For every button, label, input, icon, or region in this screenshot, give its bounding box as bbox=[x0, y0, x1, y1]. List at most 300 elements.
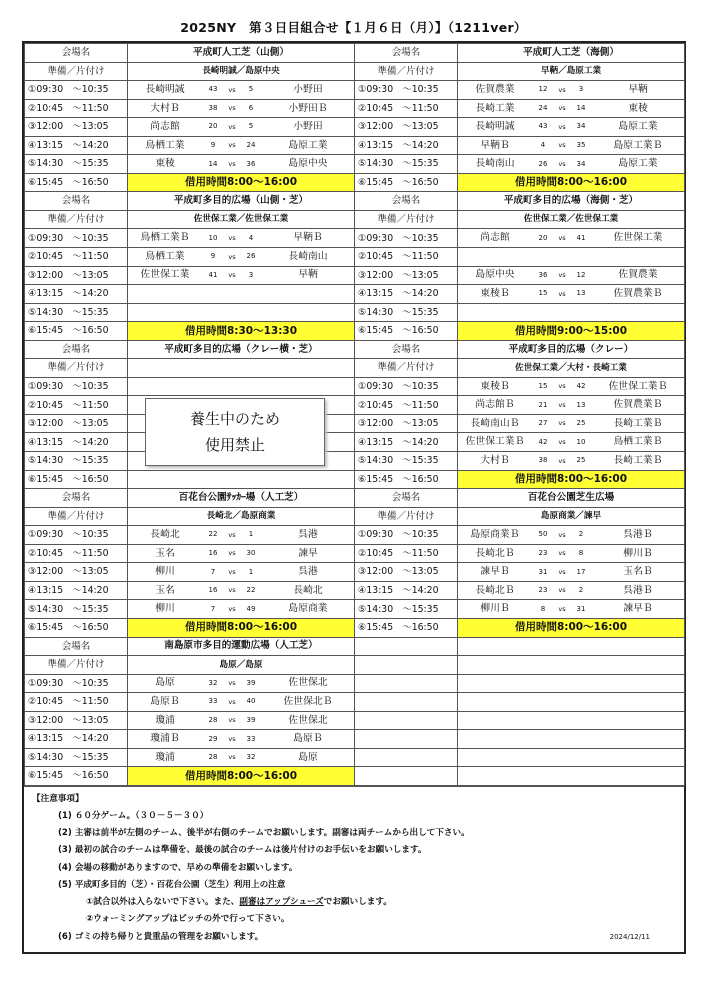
match bbox=[458, 396, 684, 414]
note-3: (3) 最初の試合のチームは準備を、最後の試合のチームは後片付けのお手伝いをお願いします。 bbox=[58, 845, 427, 856]
time-slot: ③12:00 ～13:05 bbox=[25, 414, 128, 433]
match-cell bbox=[458, 396, 685, 415]
note-5b: ②ウォーミングアップはピッチの外で行って下さい。 bbox=[86, 914, 290, 925]
note-6-text: (6) ゴミの持ち帰りと貴重品の管理をお願いします。 bbox=[58, 931, 264, 942]
time-slot: ②10:45 ～11:50 bbox=[355, 396, 458, 415]
match bbox=[128, 545, 354, 563]
time-slot: ②10:45 ～11:50 bbox=[25, 396, 128, 415]
venue-name: 百花台公園芝生広場 bbox=[458, 489, 685, 508]
vs-label: vs bbox=[228, 734, 236, 743]
time-slot: ⑤14:30 ～15:35 bbox=[25, 452, 128, 471]
away-score: 32 bbox=[246, 753, 256, 762]
match-cell bbox=[458, 81, 685, 100]
away-team: 呉港Ｂ bbox=[623, 584, 653, 596]
match-cell bbox=[458, 118, 685, 137]
match bbox=[458, 526, 684, 544]
away-score: 40 bbox=[246, 697, 256, 706]
away-score: 5 bbox=[248, 85, 254, 94]
match bbox=[458, 545, 684, 563]
away-score: 8 bbox=[578, 549, 584, 558]
home-team: 佐世保工業Ｂ bbox=[465, 436, 525, 448]
home-team: 鳥栖工業 bbox=[145, 139, 185, 151]
time-slot: ⑤14:30 ～15:35 bbox=[355, 303, 458, 322]
home-team: 尚志館Ｂ bbox=[475, 399, 515, 411]
match-cell bbox=[128, 730, 355, 749]
match bbox=[458, 433, 684, 451]
time-slot: ②10:45 ～11:50 bbox=[25, 99, 128, 118]
match bbox=[458, 118, 684, 136]
away-score: 49 bbox=[246, 604, 256, 613]
match bbox=[128, 675, 354, 693]
venue-label: 会場名 bbox=[25, 192, 128, 211]
vs-label: vs bbox=[228, 85, 236, 94]
match-cell bbox=[128, 526, 355, 545]
away-team: 玉名Ｂ bbox=[623, 566, 653, 578]
match-cell bbox=[458, 526, 685, 545]
away-score: 2 bbox=[578, 530, 584, 539]
home-score: 33 bbox=[208, 697, 218, 706]
time-slot: ④13:15 ～14:20 bbox=[355, 433, 458, 452]
match-cell bbox=[128, 99, 355, 118]
time-slot: ⑥15:45 ～16:50 bbox=[25, 322, 128, 341]
venue-label: 会場名 bbox=[355, 192, 458, 211]
match-cell bbox=[458, 155, 685, 174]
time-slot: ④13:15 ～14:20 bbox=[355, 581, 458, 600]
home-score: 23 bbox=[538, 586, 548, 595]
home-score: 15 bbox=[538, 382, 548, 391]
home-team: 長崎北 bbox=[150, 529, 180, 541]
home-score: 23 bbox=[538, 549, 548, 558]
booking-time: 借用時間8:00～16:00 bbox=[128, 767, 355, 786]
venue-label: 会場名 bbox=[25, 637, 128, 656]
home-team: 瓊浦Ｂ bbox=[150, 733, 180, 745]
away-score: 5 bbox=[248, 122, 254, 131]
note-5a-pre: ①試合以外は入らないで下さい。また、 bbox=[86, 897, 240, 908]
booking-time: 借用時間8:00～16:00 bbox=[458, 470, 685, 489]
home-team: 大村Ｂ bbox=[480, 454, 510, 466]
time-slot: ⑥15:45 ～16:50 bbox=[355, 618, 458, 637]
match bbox=[128, 582, 354, 600]
home-score: 16 bbox=[208, 549, 218, 558]
home-team: 尚志館 bbox=[150, 121, 180, 133]
home-score: 9 bbox=[210, 252, 216, 261]
away-team: 長崎工業Ｂ bbox=[613, 417, 663, 429]
away-team: 佐賀農業 bbox=[618, 269, 658, 281]
time-slot: ②10:45 ～11:50 bbox=[25, 248, 128, 267]
away-score: 13 bbox=[576, 289, 586, 298]
empty-cell bbox=[128, 285, 355, 304]
time-slot: ⑥15:45 ～16:50 bbox=[25, 470, 128, 489]
vs-label: vs bbox=[558, 233, 566, 242]
away-team: 早鞆 bbox=[628, 83, 648, 95]
prep-teams: 早鞆／島原工業 bbox=[458, 62, 685, 81]
prep-label: 準備／片付け bbox=[25, 656, 128, 675]
match bbox=[128, 693, 354, 711]
away-team: 呉港Ｂ bbox=[623, 529, 653, 541]
vs-label: vs bbox=[228, 233, 236, 242]
vs-label: vs bbox=[228, 567, 236, 576]
vs-label: vs bbox=[558, 122, 566, 131]
match-cell bbox=[128, 136, 355, 155]
away-team: 佐世保北 bbox=[288, 677, 328, 689]
away-team: 早鞆 bbox=[298, 269, 318, 281]
away-team: 佐賀農業Ｂ bbox=[613, 287, 663, 299]
closed-notice-line1: 養生中のため bbox=[189, 410, 280, 428]
time-slot: ①09:30 ～10:35 bbox=[355, 81, 458, 100]
away-score: 4 bbox=[248, 233, 254, 242]
home-team: 鳥栖工業 bbox=[145, 250, 185, 262]
vs-label: vs bbox=[228, 679, 236, 688]
empty-cell bbox=[355, 748, 458, 767]
vs-label: vs bbox=[558, 438, 566, 446]
match bbox=[458, 600, 684, 618]
time-slot: ③12:00 ～13:05 bbox=[25, 711, 128, 730]
away-score: 25 bbox=[576, 456, 586, 465]
prep-label: 準備／片付け bbox=[25, 62, 128, 81]
time-slot: ③12:00 ～13:05 bbox=[355, 563, 458, 582]
away-team: 島原工業Ｂ bbox=[613, 139, 663, 151]
match-cell bbox=[458, 544, 685, 563]
empty-cell bbox=[355, 674, 458, 693]
home-score: 20 bbox=[538, 233, 548, 242]
match bbox=[458, 285, 684, 303]
prep-teams: 長崎北／島原商業 bbox=[128, 507, 355, 526]
empty-cell bbox=[458, 748, 685, 767]
match-cell bbox=[458, 285, 685, 304]
match-cell bbox=[458, 377, 685, 396]
empty-cell bbox=[128, 377, 355, 396]
venue-label: 会場名 bbox=[25, 340, 128, 359]
away-score: 35 bbox=[576, 141, 586, 149]
vs-label: vs bbox=[558, 567, 566, 576]
venue-label: 会場名 bbox=[25, 489, 128, 508]
time-slot: ⑤14:30 ～15:35 bbox=[355, 155, 458, 174]
time-slot: ①09:30 ～10:35 bbox=[355, 229, 458, 248]
match-cell bbox=[458, 266, 685, 285]
note-6 bbox=[32, 929, 676, 946]
time-slot: ⑥15:45 ～16:50 bbox=[355, 470, 458, 489]
booking-time: 借用時間8:30～13:30 bbox=[128, 322, 355, 341]
empty-cell bbox=[458, 767, 685, 786]
match-cell bbox=[458, 136, 685, 155]
empty-cell bbox=[355, 693, 458, 712]
match-cell bbox=[128, 266, 355, 285]
match bbox=[458, 81, 684, 99]
vs-label: vs bbox=[558, 604, 566, 613]
match-cell bbox=[128, 693, 355, 712]
away-team: 島原工業 bbox=[618, 158, 658, 170]
vs-label: vs bbox=[558, 586, 566, 595]
match-cell bbox=[128, 248, 355, 267]
home-score: 22 bbox=[208, 530, 218, 539]
prep-label: 準備／片付け bbox=[355, 62, 458, 81]
match bbox=[128, 118, 354, 136]
home-score: 24 bbox=[538, 103, 548, 112]
empty-cell bbox=[355, 767, 458, 786]
vs-label: vs bbox=[228, 753, 236, 762]
closed-notice bbox=[145, 398, 325, 466]
time-slot: ②10:45 ～11:50 bbox=[355, 99, 458, 118]
match bbox=[458, 415, 684, 433]
match bbox=[128, 267, 354, 285]
home-team: 早鞆Ｂ bbox=[480, 139, 510, 151]
away-team: 長崎北 bbox=[293, 584, 323, 596]
home-team: 東稜Ｂ bbox=[480, 287, 510, 299]
home-score: 28 bbox=[208, 753, 218, 762]
note-5: (5) 平成町多目的（芝）・百花台公園（芝生）利用上の注意 bbox=[58, 879, 286, 890]
away-score: 39 bbox=[246, 678, 256, 687]
match bbox=[458, 452, 684, 470]
time-slot: ②10:45 ～11:50 bbox=[25, 693, 128, 712]
match bbox=[128, 712, 354, 730]
vs-label: vs bbox=[228, 141, 236, 150]
empty-cell bbox=[355, 730, 458, 749]
away-score: 25 bbox=[576, 419, 586, 428]
venue-name: 百花台公園ｻｯｶｰ場（人工芝） bbox=[128, 489, 355, 508]
home-team: 東稜 bbox=[155, 158, 175, 170]
home-score: 10 bbox=[208, 233, 218, 242]
match bbox=[128, 229, 354, 247]
time-slot: ⑤14:30 ～15:35 bbox=[355, 600, 458, 619]
prep-label: 準備／片付け bbox=[25, 507, 128, 526]
prep-teams bbox=[128, 359, 355, 378]
home-score: 21 bbox=[538, 400, 548, 409]
time-slot: ④13:15 ～14:20 bbox=[25, 730, 128, 749]
match bbox=[458, 267, 684, 285]
away-score: 39 bbox=[246, 715, 256, 724]
match-cell bbox=[128, 748, 355, 767]
empty-cell bbox=[128, 470, 355, 489]
away-score: 33 bbox=[246, 734, 256, 743]
match-cell bbox=[128, 563, 355, 582]
booking-time: 借用時間8:00～16:00 bbox=[458, 618, 685, 637]
time-slot: ①09:30 ～10:35 bbox=[25, 674, 128, 693]
time-slot: ①09:30 ～10:35 bbox=[25, 377, 128, 396]
home-team: 大村Ｂ bbox=[150, 102, 180, 114]
prep-teams: 佐世保工業／大村・長崎工業 bbox=[458, 359, 685, 378]
match-cell bbox=[128, 155, 355, 174]
empty-cell bbox=[355, 637, 458, 656]
vs-label: vs bbox=[228, 122, 236, 131]
match-cell bbox=[128, 229, 355, 248]
match bbox=[128, 600, 354, 618]
page-title: 2025NY 第３日目組合せ【１月６日（月）】（1211ver） bbox=[180, 20, 527, 35]
match-cell bbox=[458, 581, 685, 600]
time-slot: ②10:45 ～11:50 bbox=[355, 544, 458, 563]
match bbox=[128, 248, 354, 266]
match-cell bbox=[458, 600, 685, 619]
prep-label: 準備／片付け bbox=[355, 359, 458, 378]
venue-label: 会場名 bbox=[355, 340, 458, 359]
home-team: 東稜Ｂ bbox=[480, 380, 510, 392]
match-cell bbox=[128, 544, 355, 563]
away-team: 島原工業 bbox=[288, 139, 328, 151]
home-score: 43 bbox=[208, 85, 218, 94]
empty-cell bbox=[355, 656, 458, 675]
notes-heading: 【注意事項】 bbox=[32, 793, 84, 804]
away-score: 42 bbox=[576, 382, 586, 391]
home-team: 長崎明誠 bbox=[475, 121, 515, 133]
home-team: 鳥栖工業Ｂ bbox=[140, 232, 190, 244]
empty-cell bbox=[458, 674, 685, 693]
empty-cell bbox=[458, 637, 685, 656]
match-cell bbox=[128, 581, 355, 600]
away-team: 島原中央 bbox=[288, 158, 328, 170]
vs-label: vs bbox=[228, 104, 236, 113]
home-team: 柳川 bbox=[155, 603, 175, 615]
match-cell bbox=[128, 711, 355, 730]
away-score: 1 bbox=[248, 567, 254, 576]
vs-label: vs bbox=[228, 604, 236, 613]
note-5a-underlined: 副審はアップシューズ bbox=[239, 897, 324, 908]
schedule-table bbox=[24, 43, 685, 786]
away-score: 12 bbox=[576, 270, 586, 279]
time-slot: ④13:15 ～14:20 bbox=[25, 285, 128, 304]
away-team: 小野田 bbox=[293, 83, 323, 95]
prep-teams: 佐世保工業／佐世保工業 bbox=[128, 210, 355, 229]
away-team: 島原商業 bbox=[288, 603, 328, 615]
vs-label: vs bbox=[558, 85, 566, 94]
away-team: 呉港 bbox=[298, 529, 318, 541]
home-team: 島原Ｂ bbox=[150, 696, 180, 708]
time-slot: ⑤14:30 ～15:35 bbox=[25, 600, 128, 619]
away-team: 佐世保北 bbox=[288, 714, 328, 726]
time-slot: ⑥15:45 ～16:50 bbox=[25, 173, 128, 192]
match-cell bbox=[128, 600, 355, 619]
away-score: 31 bbox=[576, 604, 586, 613]
home-score: 27 bbox=[538, 419, 548, 428]
home-score: 7 bbox=[210, 567, 216, 576]
away-score: 2 bbox=[578, 586, 584, 595]
away-team: 長崎工業Ｂ bbox=[613, 454, 663, 466]
home-team: 瓊浦 bbox=[155, 714, 175, 726]
home-score: 12 bbox=[538, 85, 548, 94]
home-score: 14 bbox=[208, 159, 218, 168]
match bbox=[458, 378, 684, 396]
away-team: 柳川Ｂ bbox=[623, 547, 653, 559]
time-slot: ⑥15:45 ～16:50 bbox=[25, 767, 128, 786]
home-score: 7 bbox=[210, 604, 216, 613]
vs-label: vs bbox=[228, 252, 236, 261]
time-slot: ④13:15 ～14:20 bbox=[25, 581, 128, 600]
prep-teams: 島原／島原 bbox=[128, 656, 355, 675]
match bbox=[458, 137, 684, 155]
time-slot: ⑤14:30 ～15:35 bbox=[25, 303, 128, 322]
match bbox=[128, 526, 354, 544]
time-slot: ③12:00 ～13:05 bbox=[355, 414, 458, 433]
vs-label: vs bbox=[228, 716, 236, 725]
vs-label: vs bbox=[228, 271, 236, 280]
notes-section bbox=[24, 786, 684, 952]
home-score: 26 bbox=[538, 159, 548, 168]
match-cell bbox=[458, 563, 685, 582]
home-score: 43 bbox=[538, 122, 548, 131]
match bbox=[128, 137, 354, 155]
booking-time: 借用時間9:00～15:00 bbox=[458, 322, 685, 341]
home-team: 尚志館 bbox=[480, 232, 510, 244]
empty-cell bbox=[458, 693, 685, 712]
vs-label: vs bbox=[558, 141, 566, 150]
booking-time: 借用時間8:00～16:00 bbox=[458, 173, 685, 192]
time-slot: ⑥15:45 ～16:50 bbox=[355, 173, 458, 192]
home-score: 8 bbox=[540, 604, 546, 613]
away-score: 3 bbox=[248, 270, 254, 279]
venue-name: 平成町多目的広場（クレー） bbox=[458, 340, 685, 359]
match bbox=[128, 730, 354, 748]
venue-label: 会場名 bbox=[25, 44, 128, 63]
home-score: 38 bbox=[208, 103, 218, 112]
match-cell bbox=[458, 99, 685, 118]
home-score: 9 bbox=[210, 141, 216, 149]
match-cell bbox=[458, 452, 685, 471]
home-team: 長崎明誠 bbox=[145, 83, 185, 95]
time-slot: ③12:00 ～13:05 bbox=[355, 266, 458, 285]
revision-date: 2024/12/11 bbox=[609, 932, 650, 941]
vs-label: vs bbox=[228, 549, 236, 558]
match bbox=[128, 81, 354, 99]
match bbox=[128, 749, 354, 767]
empty-cell bbox=[458, 303, 685, 322]
away-team: 小野田 bbox=[293, 121, 323, 133]
time-slot: ③12:00 ～13:05 bbox=[25, 266, 128, 285]
home-team: 玉名 bbox=[155, 584, 175, 596]
home-score: 36 bbox=[538, 270, 548, 279]
away-team: 佐世保北Ｂ bbox=[283, 696, 333, 708]
time-slot: ⑥15:45 ～16:50 bbox=[25, 618, 128, 637]
home-team: 島原商業Ｂ bbox=[470, 529, 520, 541]
match-cell bbox=[128, 81, 355, 100]
venue-label: 会場名 bbox=[355, 489, 458, 508]
time-slot: ②10:45 ～11:50 bbox=[25, 544, 128, 563]
match-cell bbox=[128, 118, 355, 137]
away-score: 13 bbox=[576, 400, 586, 409]
home-team: 諫早Ｂ bbox=[480, 566, 510, 578]
vs-label: vs bbox=[228, 159, 236, 168]
match bbox=[128, 155, 354, 173]
away-team: 佐世保工業Ｂ bbox=[608, 380, 668, 392]
prep-teams: 佐世保工業／佐世保工業 bbox=[458, 210, 685, 229]
vs-label: vs bbox=[558, 104, 566, 113]
away-score: 26 bbox=[246, 252, 256, 261]
prep-label: 準備／片付け bbox=[25, 359, 128, 378]
vs-label: vs bbox=[558, 159, 566, 168]
vs-label: vs bbox=[228, 530, 236, 539]
time-slot: ①09:30 ～10:35 bbox=[355, 377, 458, 396]
time-slot: ④13:15 ～14:20 bbox=[355, 136, 458, 155]
home-team: 島原中央 bbox=[475, 269, 515, 281]
home-score: 28 bbox=[208, 715, 218, 724]
vs-label: vs bbox=[558, 289, 566, 298]
away-score: 34 bbox=[576, 159, 586, 168]
home-score: 29 bbox=[208, 734, 218, 743]
home-team: 長崎北Ｂ bbox=[475, 584, 515, 596]
away-team: 佐世保工業 bbox=[613, 232, 663, 244]
match-cell bbox=[458, 433, 685, 452]
home-team: 佐世保工業 bbox=[140, 269, 190, 281]
away-score: 10 bbox=[576, 437, 586, 446]
away-team: 呉港 bbox=[298, 566, 318, 578]
vs-label: vs bbox=[558, 549, 566, 558]
home-team: 島原 bbox=[155, 677, 175, 689]
home-score: 41 bbox=[208, 270, 218, 279]
vs-label: vs bbox=[558, 530, 566, 539]
venue-name: 平成町人工芝（海側） bbox=[458, 44, 685, 63]
time-slot: ④13:15 ～14:20 bbox=[355, 285, 458, 304]
booking-time: 借用時間8:00～16:00 bbox=[128, 618, 355, 637]
match-cell bbox=[458, 414, 685, 433]
home-team: 佐賀農業 bbox=[475, 83, 515, 95]
away-score: 17 bbox=[576, 567, 586, 576]
